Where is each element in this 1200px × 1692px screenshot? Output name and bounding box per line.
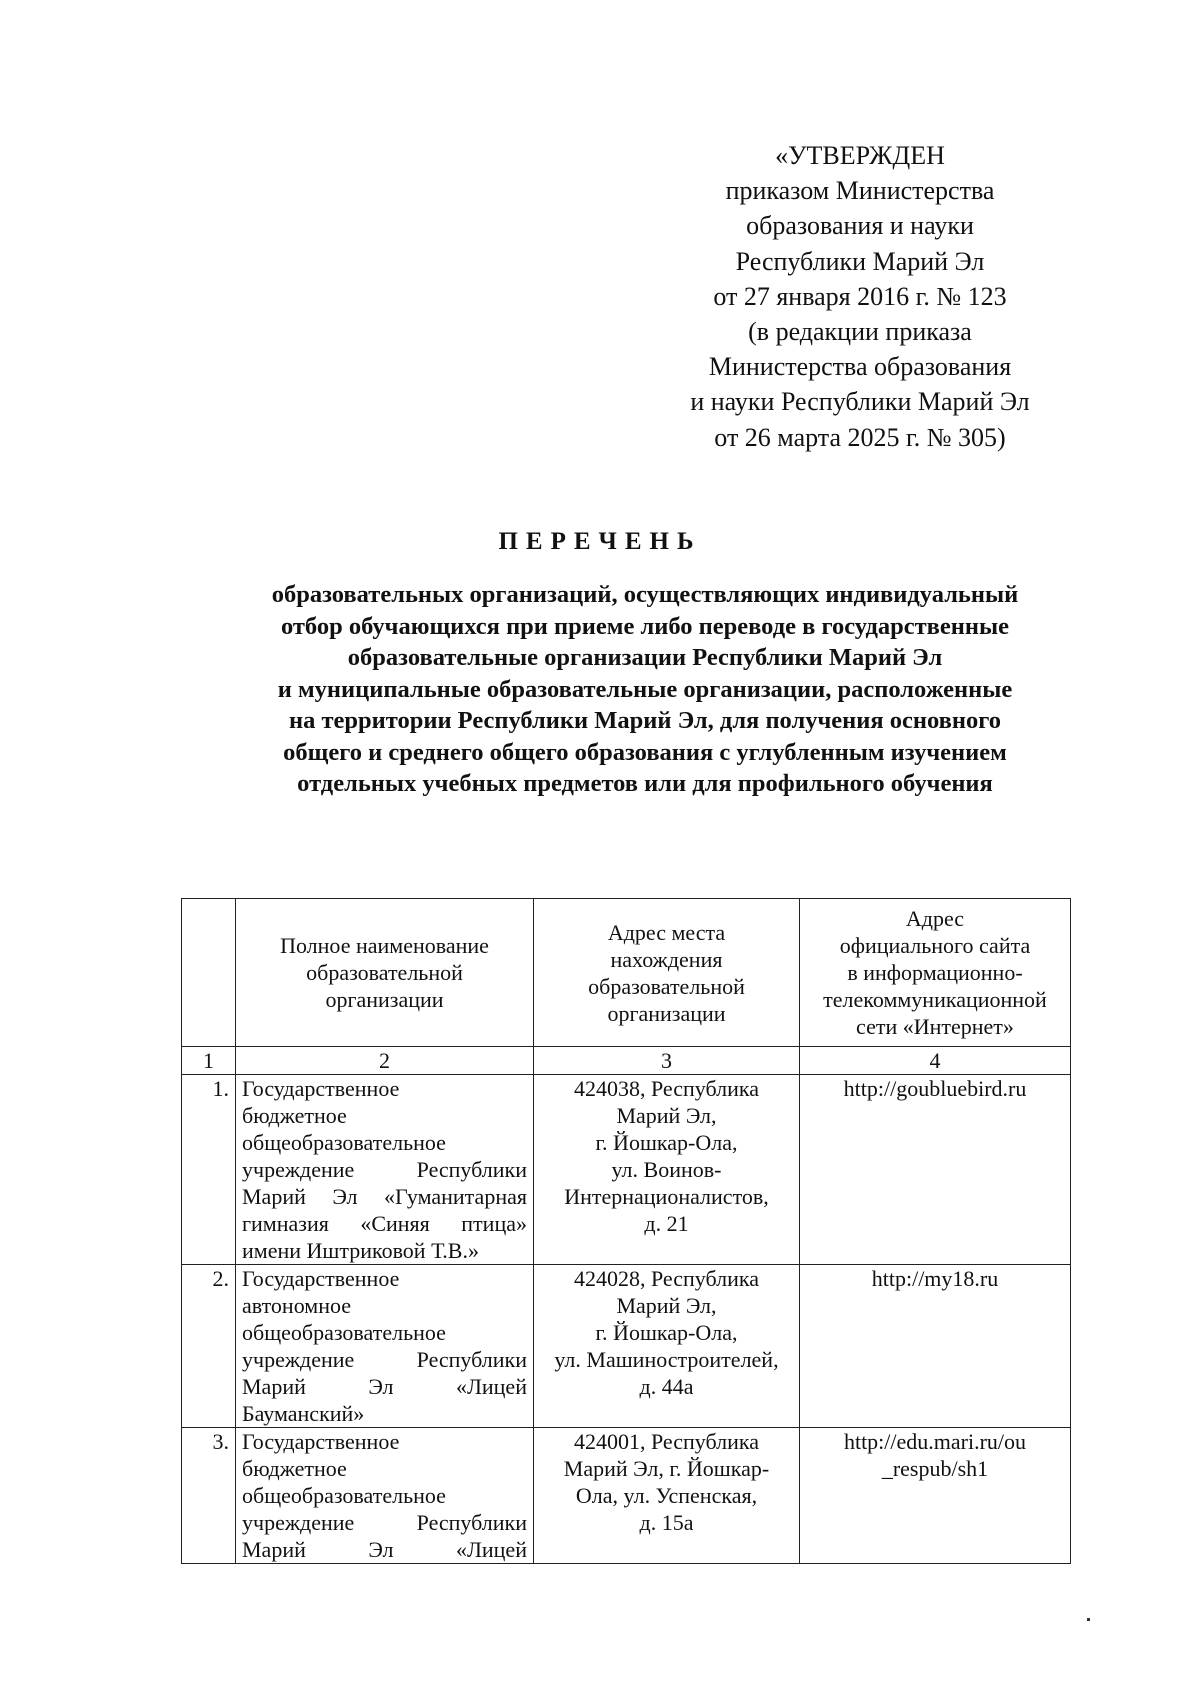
org-address	[534, 1265, 800, 1428]
org-name-line: Государственное	[242, 1429, 400, 1454]
address-line: г. Йошкар-Ола,	[595, 1320, 738, 1345]
header-number	[182, 899, 236, 1047]
address-line: ул. Воинов-	[611, 1157, 722, 1182]
word: Марий	[242, 1184, 306, 1209]
word: «Гуманитарная	[384, 1184, 527, 1209]
header-line: организации	[325, 987, 444, 1012]
document-subtitle	[200, 579, 1090, 800]
org-name-line	[242, 1346, 527, 1373]
org-name	[236, 1428, 534, 1564]
header-line: сети «Интернет»	[856, 1014, 1014, 1039]
org-name-line: автономное	[242, 1293, 352, 1318]
word: учреждение	[242, 1347, 355, 1372]
row-number: 3.	[182, 1428, 236, 1564]
subtitle-line: общего и среднего общего образования с углубленным изучением	[283, 738, 1007, 766]
org-address	[534, 1075, 800, 1265]
address-line: д. 44а	[639, 1374, 694, 1399]
org-name-line: бюджетное	[242, 1456, 347, 1481]
org-name-line	[242, 1509, 527, 1536]
header-line: официального сайта	[839, 933, 1031, 958]
address-line: 424028, Республика	[573, 1266, 760, 1291]
org-name-line	[242, 1373, 527, 1400]
approval-line: от 26 марта 2025 г. № 305)	[714, 422, 1006, 452]
address-line: 424001, Республика	[573, 1429, 760, 1454]
index-cell-2: 2	[236, 1047, 534, 1075]
word: Эл	[368, 1537, 394, 1562]
address-line: д. 15а	[639, 1510, 694, 1535]
subtitle-line: и муниципальные образовательные организации, расположенные	[277, 675, 1013, 703]
row-number: 1.	[182, 1075, 236, 1265]
word: Республики	[416, 1510, 527, 1535]
org-name-line	[242, 1210, 527, 1237]
org-name	[236, 1075, 534, 1265]
address-line: ул. Машиностроителей,	[554, 1347, 779, 1372]
website-line: http://goubluebird.ru	[843, 1076, 1027, 1101]
address-line: Марий Эл, г. Йошкар-	[563, 1456, 770, 1481]
approval-line: приказом Министерства	[725, 176, 995, 206]
document-title: ПЕРЕЧЕНЬ	[498, 528, 702, 555]
org-name-line: бюджетное	[242, 1103, 347, 1128]
website-line: _respub/sh1	[881, 1456, 989, 1481]
word: Республики	[416, 1347, 527, 1372]
header-line: образовательной	[588, 973, 745, 999]
header-line: в информационно-	[847, 960, 1023, 985]
word: Марий	[242, 1537, 306, 1562]
header-line: образовательной	[306, 960, 463, 985]
approval-line: «УТВЕРЖДЕН	[775, 141, 945, 170]
organizations-table	[181, 898, 1071, 1564]
website-line: http://my18.ru	[871, 1266, 999, 1291]
org-name-line: общеобразовательное	[242, 1320, 446, 1345]
subtitle-line: отдельных учебных предметов или для профильного обучения	[297, 770, 993, 797]
address-line: Марий Эл,	[616, 1103, 717, 1128]
address-line: д. 21	[644, 1211, 689, 1236]
word: Республики	[416, 1157, 527, 1182]
table-row	[182, 1075, 1071, 1265]
approval-line: образования и науки	[746, 211, 974, 241]
org-name-line: общеобразовательное	[242, 1130, 446, 1155]
subtitle-line: образовательных организаций, осуществляющих индивидуальный	[271, 581, 1019, 608]
word: «Синяя	[360, 1211, 430, 1236]
org-website	[800, 1428, 1071, 1564]
table-index-row	[182, 1047, 1071, 1075]
org-name-line: Государственное	[242, 1076, 400, 1101]
table-header-row	[182, 899, 1071, 1047]
address-line: Интернационалистов,	[564, 1184, 769, 1209]
address-line: Марий Эл,	[616, 1293, 717, 1318]
org-name	[236, 1265, 534, 1428]
table-row	[182, 1265, 1071, 1428]
org-name-line: имени Иштриковой Т.В.»	[242, 1238, 479, 1263]
approval-stamp	[660, 138, 1060, 455]
word: учреждение	[242, 1157, 355, 1182]
header-line: Полное наименование	[280, 933, 489, 958]
index-cell-1: 1	[182, 1047, 236, 1075]
header-site	[800, 899, 1071, 1047]
org-address	[534, 1428, 800, 1564]
header-line: организации	[607, 1000, 726, 1026]
address-line: 424038, Республика	[573, 1076, 760, 1101]
org-name-line: Бауманский»	[242, 1401, 365, 1426]
approval-line: Министерства образования	[708, 352, 1012, 382]
org-name-line	[242, 1156, 527, 1183]
address-line: Ола, ул. Успенская,	[575, 1483, 758, 1508]
word: гимназия	[242, 1211, 329, 1236]
org-website	[800, 1075, 1071, 1265]
org-name-line: Государственное	[242, 1266, 400, 1291]
org-name-line: общеобразовательное	[242, 1483, 446, 1508]
org-name-line	[242, 1183, 527, 1210]
word: Эл	[332, 1184, 358, 1209]
word: птица»	[461, 1211, 527, 1236]
header-line: нахождения	[610, 946, 723, 972]
index-cell-4: 4	[800, 1047, 1071, 1075]
header-name	[236, 899, 534, 1047]
approval-line: Республики Марий Эл	[735, 246, 985, 276]
table-row	[182, 1428, 1071, 1564]
approval-line: (в редакции приказа	[748, 317, 972, 347]
word: «Лицей	[455, 1374, 527, 1399]
subtitle-line: на территории Республики Марий Эл, для получения основного	[288, 707, 1002, 734]
subtitle-line: отбор обучающихся при приеме либо переводе в государственные	[280, 612, 1010, 640]
address-line: г. Йошкар-Ола,	[595, 1130, 738, 1155]
word: учреждение	[242, 1510, 355, 1535]
header-line: Адрес места	[607, 919, 726, 945]
org-website	[800, 1265, 1071, 1428]
row-number: 2.	[182, 1265, 236, 1428]
website-line: http://edu.mari.ru/ou	[843, 1429, 1027, 1454]
scan-artifact-dot	[1087, 1618, 1090, 1621]
header-line: Адрес	[905, 906, 965, 931]
header-address	[534, 899, 800, 1047]
header-line: телекоммуникационной	[823, 987, 1047, 1012]
word: «Лицей	[455, 1537, 527, 1562]
subtitle-line: образовательные организации Республики Марий Эл	[347, 644, 943, 671]
index-cell-3: 3	[534, 1047, 800, 1075]
word: Эл	[368, 1374, 394, 1399]
approval-line: и науки Республики Марий Эл	[690, 387, 1030, 417]
approval-line: от 27 января 2016 г. № 123	[713, 281, 1007, 311]
word: Марий	[242, 1374, 306, 1399]
org-name-line	[242, 1536, 527, 1563]
